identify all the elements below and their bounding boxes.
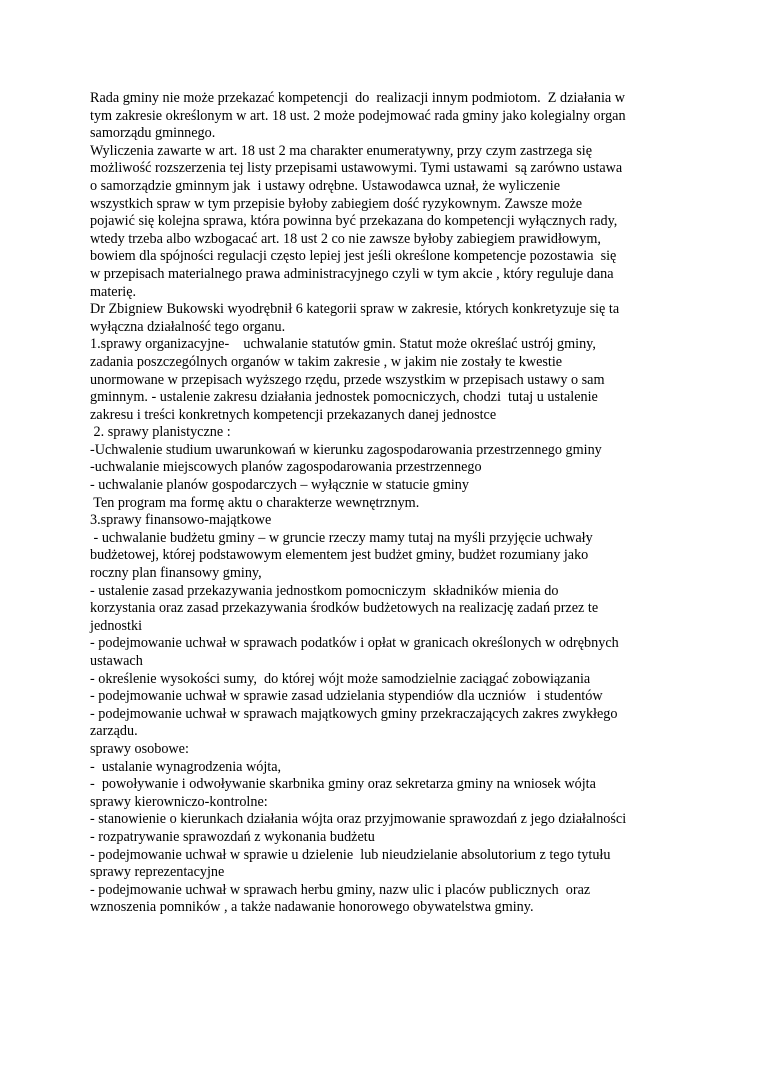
text-line: Rada gminy nie może przekazać kompetencji do realizacji innym podmiotom. Z działania w [90,90,625,106]
text-line: - ustalanie wynagrodzenia wójta, [90,758,282,775]
text-line: wyłączna działalność tego organu. [90,318,286,335]
text-line: wznoszenia pomników , a także nadawanie honorowego obywatelstwa gminy. [90,899,534,916]
text-line: o samorządzie gminnym jak i ustawy odrębne. Ustawodawca uznał, że wyliczenie [90,177,560,194]
text-line: 1.sprawy organizacyjne- uchwalanie statutów gmin. Statut może określać ustrój gminy, [90,336,596,353]
text-line: możliwość rozszerzenia tej listy przepisami ustawowymi. Tymi ustawami są zarówno ustawa [90,160,623,177]
text-line: Ten program ma formę aktu o charakterze wewnętrznym. [90,494,420,511]
text-line: gminnym. - ustalenie zakresu działania jednostek pomocniczych, chodzi tutaj u ustalenie [90,389,598,406]
text-line: materię. [90,283,137,300]
text-line: jednostki [90,617,143,634]
text-line: - podejmowanie uchwał w sprawach majątkowych gminy przekraczających zakres zwykłego [90,705,618,722]
text-line: sprawy osobowe: [90,740,189,757]
text-line: bowiem dla spójności regulacji często lepiej jest jeśli określone kompetencje pozostawia się [90,248,617,265]
text-line: zadania poszczególnych organów w takim zakresie , w jakim nie zostały te kwestie [90,353,563,370]
text-line: - uchwalanie budżetu gminy – w gruncie rzeczy mamy tutaj na myśli przyjęcie uchwały [90,529,593,546]
text-line: w przepisach materialnego prawa administracyjnego czyli w tym akcie , który reguluje dana [90,265,614,282]
text-line: sprawy kierowniczo-kontrolne: [90,793,268,810]
text-line: - podejmowanie uchwał w sprawach herbu gminy, nazw ulic i placów publicznych oraz [90,881,591,898]
text-line: - podejmowanie uchwał w sprawie zasad udzielania stypendiów dla uczniów i studentów [90,688,603,705]
text-line: tym zakresie określonym w art. 18 ust. 2 może podejmować rada gminy jako kolegialny organ [90,107,626,124]
text-line: samorządu gminnego. [90,125,216,142]
text-line: - określenie wysokości sumy, do której wójt może samodzielnie zaciągać zobowiązania [90,670,591,687]
text-line: budżetowej, której podstawowym elementem jest budżet gminy, budżet rozumiany jako [90,547,589,564]
text-line: 3.sprawy finansowo-majątkowe [90,512,272,529]
text-line: korzystania oraz zasad przekazywania środków budżetowych na realizację zadań przez te [90,600,599,617]
text-line: -Uchwalenie studium uwarunkowań w kierunku zagospodarowania przestrzennego gminy [90,441,602,458]
document-page [90,90,680,917]
text-line: 2. sprawy planistyczne : [90,424,231,441]
text-line: - ustalenie zasad przekazywania jednostkom pomocniczym składników mienia do [90,582,559,599]
text-line: Dr Zbigniew Bukowski wyodrębnił 6 kategorii spraw w zakresie, których konkretyzuje się ta [90,301,620,318]
text-line: - powoływanie i odwoływanie skarbnika gminy oraz sekretarza gminy na wniosek wójta [90,776,596,793]
text-line: sprawy reprezentacyjne [90,864,225,881]
text-line: zakresu i treści konkretnych kompetencji przekazanych danej jednostce [90,406,497,423]
text-line: unormowane w przepisach wyższego rzędu, przede wszystkim w przepisach ustawy o sam [90,371,605,388]
text-line: ustawach [90,653,143,669]
text-line: - stanowienie o kierunkach działania wójta oraz przyjmowanie sprawozdań z jego działalności [90,811,627,828]
text-line: -uchwalanie miejscowych planów zagospodarowania przestrzennego [90,459,482,476]
text-line: - podejmowanie uchwał w sprawie u dzielenie lub nieudzielanie absolutorium z tego tytułu [90,846,611,863]
text-line: Wyliczenia zawarte w art. 18 ust 2 ma charakter enumeratywny, przy czym zastrzega się [90,142,593,159]
text-line: pojawić się kolejna sprawa, która powinna być przekazana do kompetencji wyłącznych rady, [90,213,618,230]
text-line: - uchwalanie planów gospodarczych – wyłącznie w statucie gminy [90,477,469,494]
text-line: - podejmowanie uchwał w sprawach podatków i opłat w granicach określonych w odrębnych [90,635,619,652]
text-line: zarządu. [90,723,138,740]
text-line: wtedy trzeba albo wzbogacać art. 18 ust 2 co nie zawsze byłoby zabiegiem prawidłowym, [90,230,601,247]
text-line: wszystkich spraw w tym przepisie byłoby zabiegiem dość ryzykownym. Zawsze może [90,195,583,212]
text-line: - rozpatrywanie sprawozdań z wykonania budżetu [90,828,375,845]
text-line: roczny plan finansowy gminy, [90,565,262,582]
